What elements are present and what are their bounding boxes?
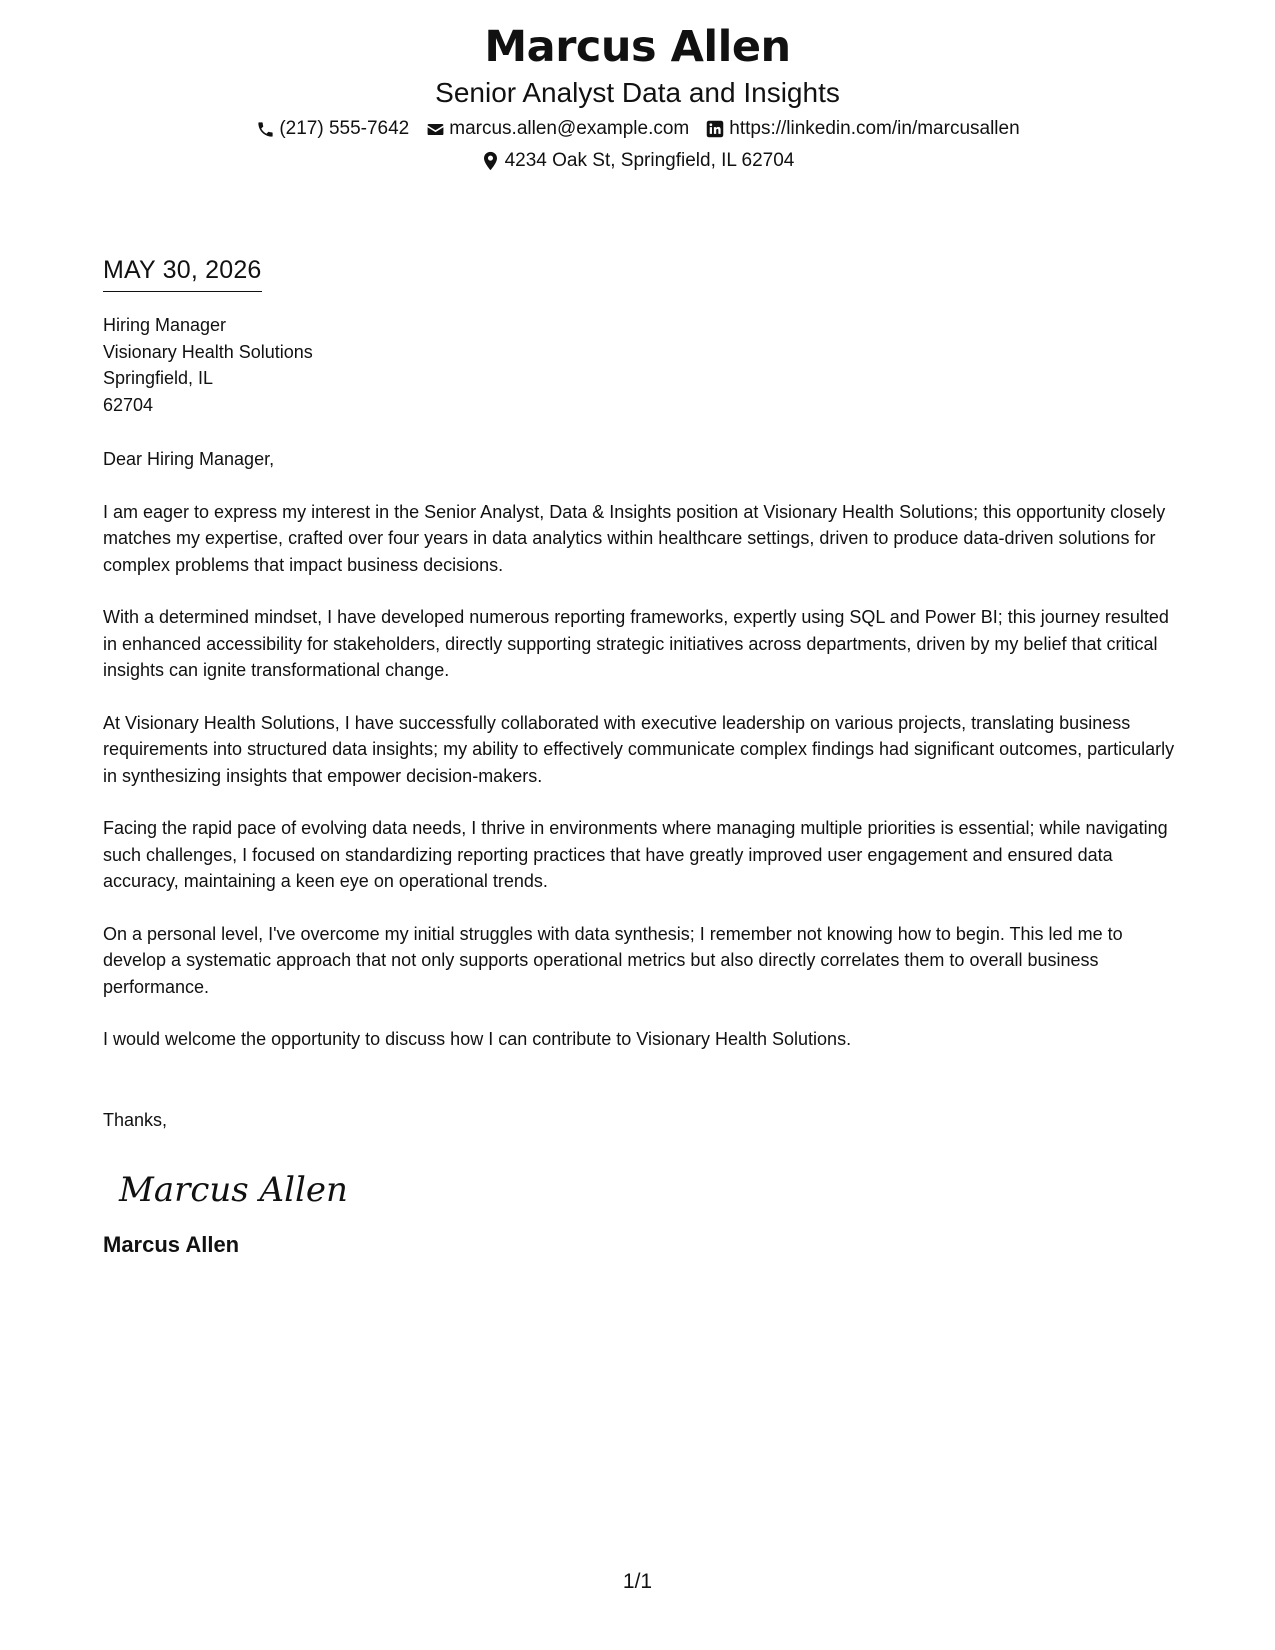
body-paragraph: I would welcome the opportunity to discuss how I can contribute to Visionary Health Solutions. bbox=[103, 1029, 852, 1049]
body-paragraph: I am eager to express my interest in the Senior Analyst, Data & Insights position at Visionary Health Solutions; this opportunity closely matches my expertise, crafted over four years in data analytics within healthcare settings, driven to produce data-driven solutions for complex problems that impact business decisions. bbox=[103, 501, 1166, 575]
letter-body bbox=[103, 254, 1183, 1259]
recipient-line: 62704 bbox=[103, 394, 154, 415]
contact-row bbox=[0, 115, 1275, 143]
applicant-title: Senior Analyst Data and Insights bbox=[435, 77, 840, 108]
recipient-block bbox=[103, 312, 1183, 418]
phone-text: (217) 555-7642 bbox=[279, 118, 410, 139]
map-marker-icon bbox=[481, 151, 501, 171]
body-paragraph: Facing the rapid pace of evolving data needs, I thrive in environments where managing multiple priorities is essential; while navigating such challenges, I focused on standardizing reporting practices that have greatly improved user engagement and ensured data accuracy, maintaining a keen eye on operational trends. bbox=[103, 818, 1168, 891]
letter-date: MAY 30, 2026 bbox=[103, 254, 262, 292]
body-paragraph: On a personal level, I've overcome my initial struggles with data synthesis; I remember not knowing how to begin. This led me to develop a systematic approach that not only supports operational metrics but also directly correlates them to overall business performance. bbox=[103, 923, 1123, 997]
linkedin-icon bbox=[705, 119, 725, 139]
linkedin-text[interactable]: https://linkedin.com/in/marcusallen bbox=[729, 118, 1020, 139]
handwritten-signature bbox=[117, 1163, 357, 1213]
body-paragraph: At Visionary Health Solutions, I have successfully collaborated with executive leadership on various projects, translating business requirements into structured data insights; my ability to effectively communicate complex findings had significant outcomes, particularly in synthesizing insights that empower decision-makers. bbox=[103, 712, 1175, 786]
signature-text: Marcus Allen bbox=[119, 1170, 348, 1210]
contact-email[interactable] bbox=[425, 115, 689, 143]
letter-header bbox=[0, 18, 1275, 175]
address-text: 4234 Oak St, Springfield, IL 62704 bbox=[504, 150, 795, 171]
recipient-line: Visionary Health Solutions bbox=[103, 341, 313, 362]
recipient-line: Hiring Manager bbox=[103, 315, 227, 335]
phone-icon bbox=[255, 119, 275, 139]
email-text[interactable]: marcus.allen@example.com bbox=[449, 118, 690, 139]
contact-linkedin[interactable] bbox=[705, 115, 1019, 143]
applicant-name: Marcus Allen bbox=[484, 22, 791, 72]
body-paragraph: With a determined mindset, I have developed numerous reporting frameworks, expertly using SQL and Power BI; this journey resulted in enhanced accessibility for stakeholders, directly supporting strategic initiatives across departments, driven by my belief that critical insights can ignite transformational change. bbox=[103, 607, 1169, 680]
recipient-line: Springfield, IL bbox=[103, 368, 214, 388]
page-number: 1/1 bbox=[622, 1570, 653, 1593]
envelope-icon bbox=[425, 119, 445, 139]
salutation: Dear Hiring Manager, bbox=[103, 449, 275, 469]
contact-address bbox=[481, 147, 795, 175]
signer-name: Marcus Allen bbox=[103, 1232, 240, 1257]
contact-phone bbox=[255, 115, 409, 143]
address-row bbox=[0, 147, 1275, 175]
closing: Thanks, bbox=[103, 1109, 168, 1130]
